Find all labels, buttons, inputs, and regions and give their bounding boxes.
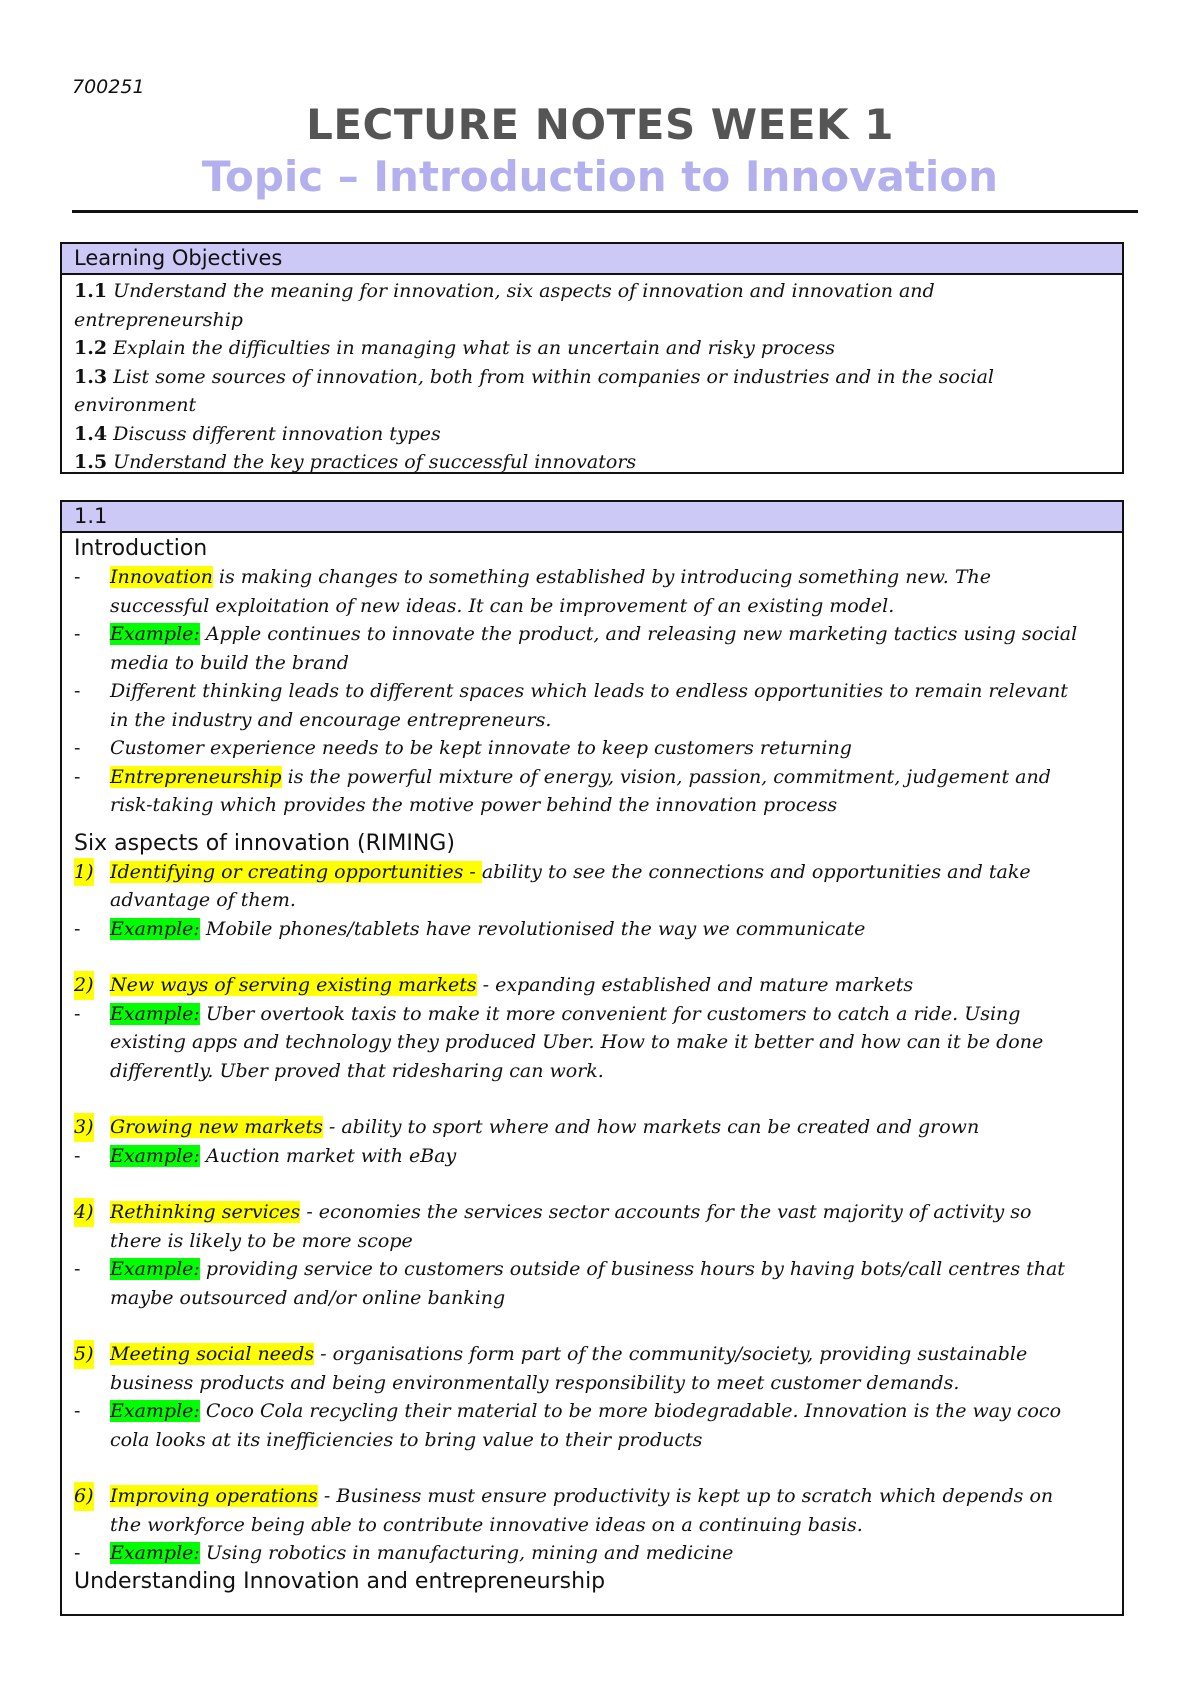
- aspects-heading: Six aspects of innovation (RIMING): [74, 830, 455, 856]
- intro-bullet: - Entrepreneurship is the powerful mixture of energy, vision, passion, commitment, judgement and: [74, 765, 1051, 788]
- aspect-example: - Example: Using robotics in manufacturing, mining and medicine: [74, 1542, 734, 1564]
- objective-item: 1.2 Explain the difficulties in managing what is an uncertain and risky process: [74, 337, 835, 359]
- aspect-example: - Example: Mobile phones/tablets have revolutionised the way we communicate: [74, 917, 866, 940]
- intro-heading: Introduction: [74, 536, 208, 561]
- aspect-item: 4) Rethinking services - economies the services sector accounts for the vast majority of activity so: [74, 1198, 1110, 1227]
- intro-bullet: - Different thinking leads to different spaces which leads to endless opportunities to remain relevant: [74, 680, 1068, 702]
- intro-bullet-cont: media to build the brand: [110, 651, 349, 674]
- section-box: [60, 500, 1124, 1616]
- page-subtitle: Topic – Introduction to Innovation: [201, 152, 999, 201]
- aspect-example-cont: cola looks at its inefficiencies to bring value to their products: [110, 1428, 703, 1451]
- aspect-item: 3) Growing new markets - ability to sport where and how markets can be created and grown: [74, 1113, 1110, 1142]
- intro-bullet-cont: risk-taking which provides the motive power behind the innovation process: [110, 794, 838, 816]
- aspect-example-cont: maybe outsourced and/or online banking: [110, 1286, 506, 1309]
- intro-bullet: - Customer experience needs to be kept innovate to keep customers returning: [74, 737, 852, 759]
- page-title: LECTURE NOTES WEEK 1: [306, 100, 894, 149]
- section-body: [62, 533, 1122, 1596]
- aspect-example: - Example: Auction market with eBay: [74, 1144, 457, 1167]
- intro-bullet-cont: in the industry and encourage entrepreneurs.: [110, 708, 552, 731]
- aspect-example: - Example: Coco Cola recycling their material to be more biodegradable. Innovation is the way coco: [74, 1400, 1062, 1422]
- document-code: 700251: [72, 76, 145, 98]
- aspect-item: 1) Identifying or creating opportunities - ability to see the connections and opportunities and take: [74, 858, 1110, 887]
- objectives-list: [62, 275, 1122, 477]
- closing-heading: Understanding Innovation and entrepreneurship: [74, 1568, 606, 1594]
- aspect-example: - Example: Uber overtook taxis to make it more convenient for customers to catch a ride. Using: [74, 1002, 1021, 1025]
- objective-item: environment: [74, 394, 197, 416]
- objectives-heading: Learning Objectives: [62, 244, 1122, 275]
- objective-item: 1.5 Understand the key practices of successful innovators: [74, 451, 637, 473]
- aspect-example-cont: differently. Uber proved that ridesharing can work.: [110, 1059, 604, 1082]
- objective-item: 1.4 Discuss different innovation types: [74, 422, 441, 445]
- aspect-example-cont: existing apps and technology they produced Uber. How to make it better and how can it be done: [110, 1031, 1044, 1053]
- title-divider: [72, 210, 1138, 213]
- objective-item: entrepreneurship: [74, 308, 243, 331]
- intro-bullet: - Innovation is making changes to something established by introducing something new. The: [74, 566, 991, 588]
- aspect-item-cont: advantage of them.: [110, 889, 296, 911]
- section-number: 1.1: [62, 502, 1122, 533]
- aspect-example: - Example: providing service to customers outside of business hours by having bots/call centres that: [74, 1258, 1065, 1280]
- objectives-box: [60, 242, 1124, 474]
- aspect-item-cont: business products and being environmentally responsibility to meet customer demands.: [110, 1371, 960, 1394]
- aspect-item: 6) Improving operations - Business must ensure productivity is kept up to scratch which depends on: [74, 1482, 1110, 1511]
- aspect-item-cont: the workforce being able to contribute innovative ideas on a continuing basis.: [110, 1513, 863, 1536]
- aspect-item: 2) New ways of serving existing markets - expanding established and mature markets: [74, 971, 1110, 1000]
- intro-bullet: - Example: Apple continues to innovate the product, and releasing new marketing tactics using social: [74, 623, 1078, 645]
- aspect-item-cont: there is likely to be more scope: [110, 1229, 413, 1252]
- objective-item: 1.1 Understand the meaning for innovation, six aspects of innovation and innovation and: [74, 280, 935, 302]
- intro-bullet-cont: successful exploitation of new ideas. It can be improvement of an existing model.: [110, 594, 895, 617]
- objective-item: 1.3 List some sources of innovation, both from within companies or industries and in the social: [74, 365, 994, 388]
- aspect-item: 5) Meeting social needs - organisations form part of the community/society, providing sustainable: [74, 1340, 1110, 1369]
